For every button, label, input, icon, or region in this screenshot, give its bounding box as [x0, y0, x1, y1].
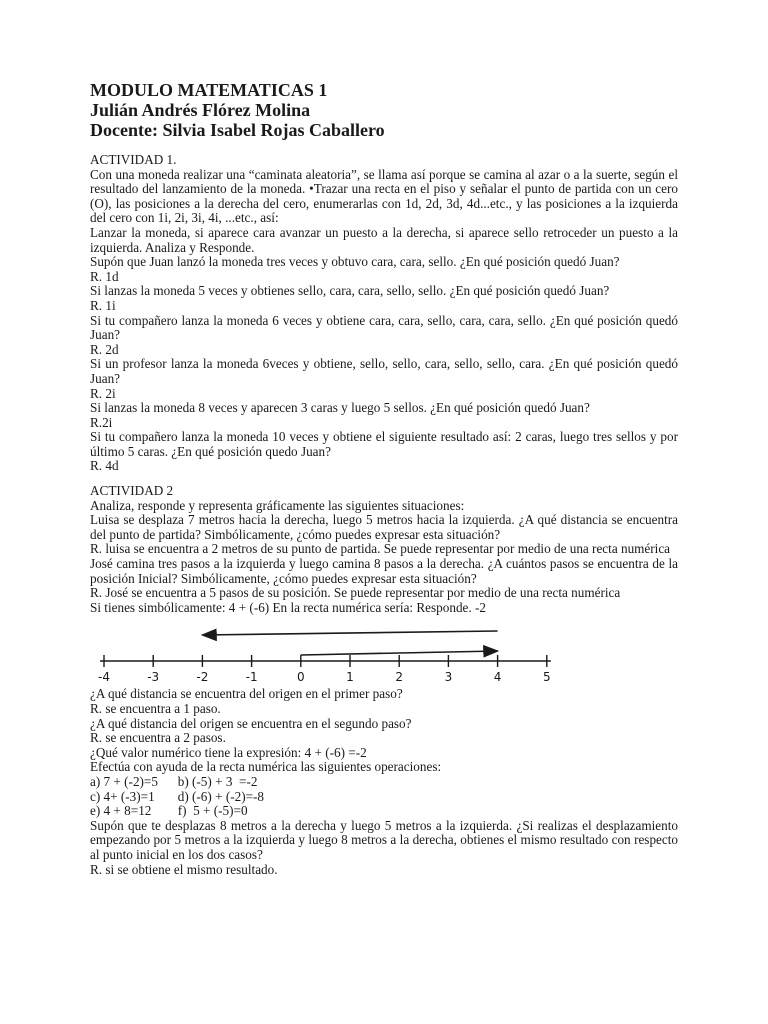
instruction-line: Efectúa con ayuda de la recta numérica las siguientes operaciones:: [90, 759, 442, 775]
operation-line: e) 4 + 8=12 f) 5 + (-5)=0: [90, 803, 248, 819]
actividad-1-paragraph: Con una moneda realizar una “caminata aleatoria”, se llama así porque se camina al azar o a la suerte, según el resultado del lanzamiento de la moneda. •Trazar una recta en el piso y señalar el punto de partida con un cero (O), las posiciones a la derecha del cero, enumerarlas con 1d, 2d, 3d, 4d...etc., y las posiciones a la izquierda del cero con 1i, 2i, 3i, 4i, ...etc., así:: [90, 166, 678, 226]
arrow-left-path: [202, 631, 497, 635]
actividad-2-answer: R. luisa se encuentra a 2 metros de su punto de partida. Se puede representar por medio de una recta numérica: [90, 541, 671, 557]
number-line-tick-label: 0: [296, 670, 305, 682]
actividad-1-answer: R. 4d: [90, 458, 119, 474]
number-line-tick-label: -1: [245, 670, 258, 682]
actividad-1-question: Si tu compañero lanza la moneda 6 veces y obtiene cara, cara, sello, cara, cara, sello. ¿En qué posición quedó Juan?: [90, 312, 678, 343]
number-line-tick-label: 2: [395, 670, 404, 682]
answer-line: R. si se obtiene el mismo resultado.: [90, 861, 278, 877]
actividad-2-paragraph: Analiza, responde y representa gráficamente las siguientes situaciones:: [90, 497, 465, 513]
actividad-2-paragraph: Luisa se desplaza 7 metros hacia la derecha, luego 5 metros hacia la izquierda. ¿A qué distancia se encuentra del punto de partida? Simbólicamente, ¿cómo puedes expresar esta situación?: [90, 512, 678, 542]
number-line-tick-label: 5: [542, 670, 551, 682]
module-title: MODULO MATEMATICAS 1: [90, 80, 328, 100]
document-page: [90, 80, 678, 877]
actividad-1-answer: R. 1d: [90, 268, 119, 284]
teacher-name: Docente: Silvia Isabel Rojas Caballero: [90, 120, 385, 140]
actividad-1-question: Si lanzas la moneda 5 veces y obtienes sello, cara, cara, sello, sello. ¿En qué posición quedó Juan?: [90, 283, 610, 299]
actividad-1-heading: ACTIVIDAD 1.: [90, 152, 177, 167]
actividad-1-question: Supón que Juan lanzó la moneda tres veces y obtuvo cara, cara, sello. ¿En qué posición quedó Juan?: [90, 254, 620, 270]
number-line-figure: [86, 619, 674, 681]
number-line-tick-label: -4: [98, 670, 110, 682]
number-line-tick-label: -3: [147, 670, 160, 682]
operation-line: c) 4+ (-3)=1 d) (-6) + (-2)=-8: [90, 788, 265, 804]
number-line-tick-label: 1: [346, 670, 354, 682]
number-line-tick-label: 4: [493, 670, 502, 682]
actividad-2-heading: ACTIVIDAD 2: [90, 483, 174, 499]
answer-line: R. se encuentra a 1 paso.: [90, 701, 221, 716]
number-line-svg: [86, 619, 674, 681]
actividad-2-answer: R. José se encuentra a 5 pasos de su posición. Se puede representar por medio de una recta numérica: [90, 585, 621, 601]
question-line: ¿A qué distancia del origen se encuentra en el segundo paso?: [90, 715, 412, 731]
number-line-tick-label: -2: [196, 670, 209, 682]
actividad-2-paragraph: José camina tres pasos a la izquierda y luego camina 8 pasos a la derecha. ¿A cuántos pasos se encuentra de la posición Inicial? Simbólicamente, ¿cómo puedes expresar esta situación?: [90, 556, 678, 586]
question-line: Supón que te desplazas 8 metros a la derecha y luego 5 metros a la izquierda. ¿Si realizas el desplazamiento empezando por 5 metros a la izquierda y luego 8 metros a la derecha, obtienes el mismo resultado con respecto al punto inicial en los dos casos?: [90, 817, 678, 862]
actividad-1-question: Si un profesor lanza la moneda 6veces y obtiene, sello, sello, cara, sello, sello, cara. ¿En qué posición quedó Juan?: [90, 356, 678, 386]
actividad-1-answer: R. 2i: [90, 385, 116, 401]
actividad-1-answer: R. 1i: [90, 297, 116, 313]
questions-section: [90, 687, 678, 877]
actividad-1-question: Si lanzas la moneda 8 veces y aparecen 3 caras y luego 5 sellos. ¿En qué posición quedó Juan?: [90, 400, 590, 416]
actividad-1-section: [90, 153, 678, 474]
author-name: Julián Andrés Flórez Molina: [90, 100, 311, 120]
answer-line: R. se encuentra a 2 pasos.: [90, 730, 226, 746]
arrow-right-path: [301, 651, 498, 655]
actividad-2-paragraph: Si tienes simbólicamente: 4 + (-6) En la recta numérica sería: Responde. -2: [90, 599, 486, 615]
actividad-1-answer: R.2i: [90, 414, 113, 430]
number-line-tick-label: 3: [444, 670, 453, 682]
actividad-1-question: Si tu compañero lanza la moneda 10 veces y obtiene el siguiente resultado así: 2 caras, luego tres sellos y por último 5 caras. ¿En qué posición quedo Juan?: [90, 429, 678, 459]
operation-line: a) 7 + (-2)=5 b) (-5) + 3 =-2: [90, 773, 258, 789]
question-line: ¿Qué valor numérico tiene la expresión: 4 + (-6) =-2: [90, 744, 367, 760]
question-line: ¿A qué distancia se encuentra del origen en el primer paso?: [90, 686, 403, 702]
actividad-2-section: [90, 484, 678, 615]
actividad-1-answer: R. 2d: [90, 341, 119, 357]
actividad-1-paragraph: Lanzar la moneda, si aparece cara avanzar un puesto a la derecha, si aparece sello retroceder un puesto a la izquierda. Analiza y Responde.: [90, 224, 678, 255]
